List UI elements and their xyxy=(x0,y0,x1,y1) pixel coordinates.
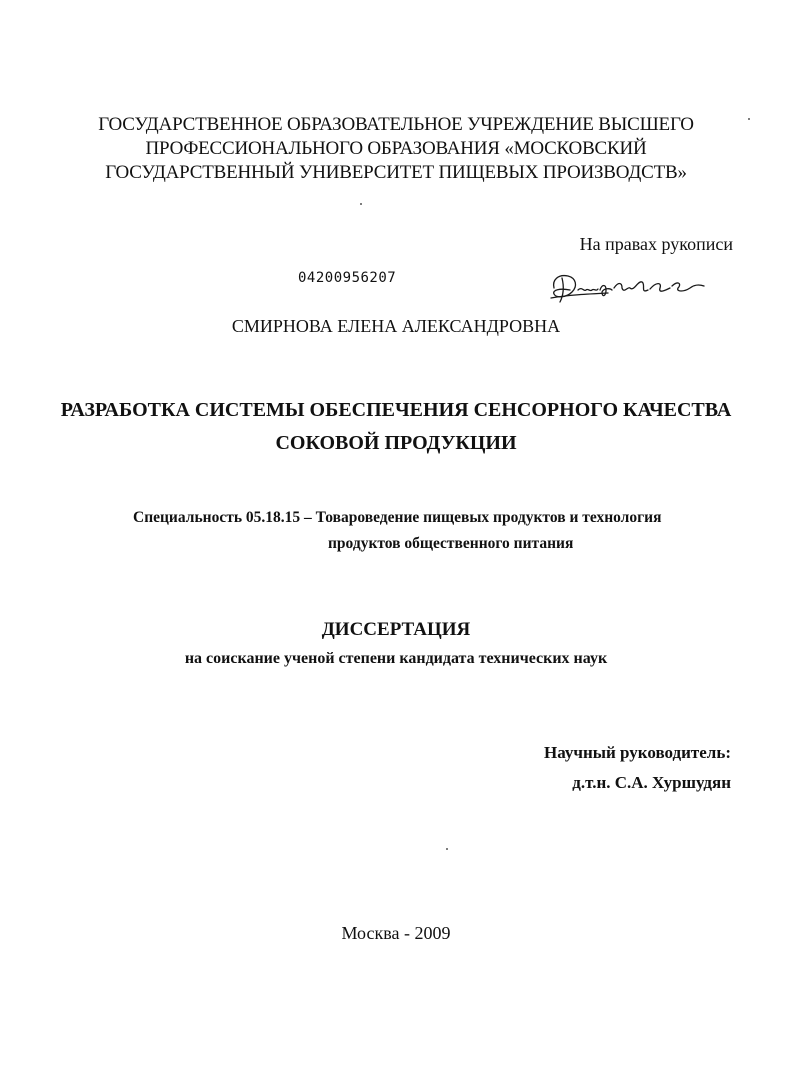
supervisor-name: д.т.н. С.А. Хуршудян xyxy=(572,773,731,792)
place-year: Москва - 2009 xyxy=(341,923,451,943)
scan-speck xyxy=(446,848,448,850)
scan-speck xyxy=(748,118,750,120)
document-type: ДИССЕРТАЦИЯ xyxy=(321,619,471,640)
title-line-1: РАЗРАБОТКА СИСТЕМЫ ОБЕСПЕЧЕНИЯ СЕНСОРНОГО КАЧЕСТВА xyxy=(60,399,732,421)
catalog-number: 04200956207 xyxy=(298,270,397,286)
scan-speck xyxy=(360,203,362,205)
supervisor-label: Научный руководитель: xyxy=(544,743,731,762)
institution-line-3: ГОСУДАРСТВЕННЫЙ УНИВЕРСИТЕТ ПИЩЕВЫХ ПРОИЗВОДСТВ» xyxy=(105,162,687,183)
degree-statement: на соискание ученой степени кандидата технических наук xyxy=(184,650,608,667)
institution-line-1: ГОСУДАРСТВЕННОЕ ОБРАЗОВАТЕЛЬНОЕ УЧРЕЖДЕНИЕ ВЫСШЕГО xyxy=(98,114,694,135)
author-name: СМИРНОВА ЕЛЕНА АЛЕКСАНДРОВНА xyxy=(231,316,561,336)
institution-line-2: ПРОФЕССИОНАЛЬНОГО ОБРАЗОВАНИЯ «МОСКОВСКИЙ xyxy=(145,138,647,159)
author-signature xyxy=(548,268,708,308)
title-line-2: СОКОВОЙ ПРОДУКЦИИ xyxy=(275,432,517,454)
dissertation-title xyxy=(0,394,792,460)
specialty-line-2: продуктов общественного питания xyxy=(328,535,574,552)
institution-name xyxy=(0,113,792,185)
specialty-line-1: Специальность 05.18.15 – Товароведение пищевых продуктов и технология xyxy=(133,509,662,526)
rights-note: На правах рукописи xyxy=(579,234,733,254)
